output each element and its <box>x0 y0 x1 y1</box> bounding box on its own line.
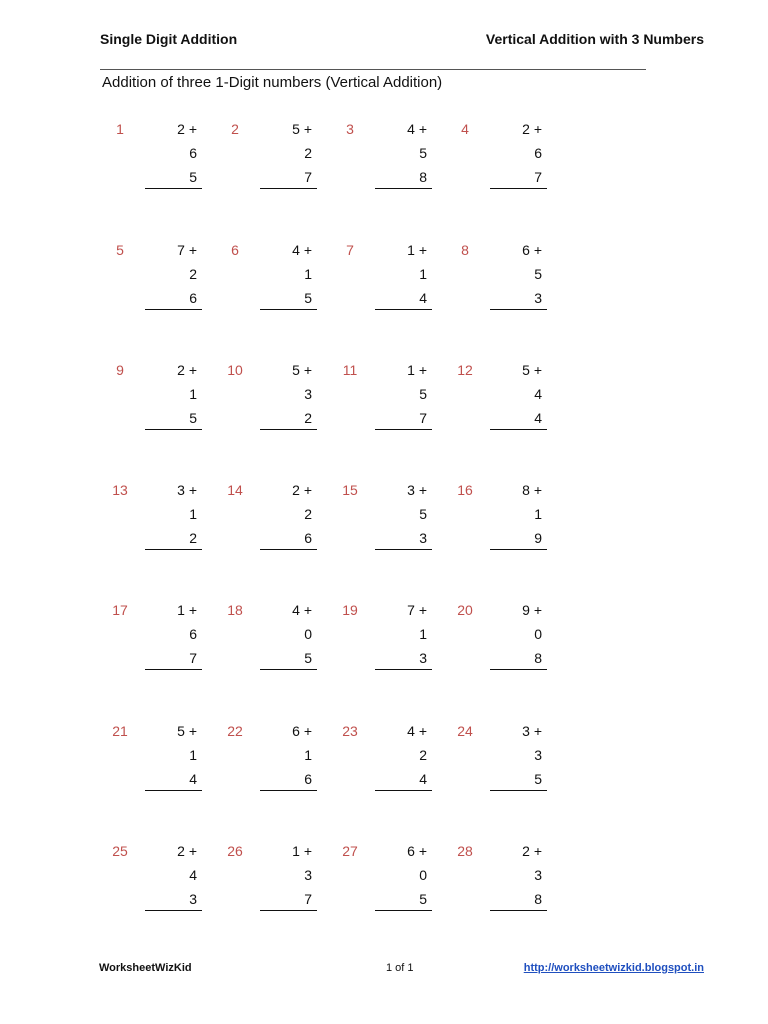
problem-19 <box>335 602 435 692</box>
problem-number: 10 <box>227 362 243 378</box>
first-addend: 3 + <box>177 482 197 498</box>
first-addend: 7 + <box>407 602 427 618</box>
footer-page-number: 1 of 1 <box>386 962 414 974</box>
second-addend: 0 <box>534 626 542 642</box>
answer-line <box>490 910 547 911</box>
problem-3 <box>335 121 435 211</box>
problem-number: 2 <box>231 121 239 137</box>
second-addend: 2 <box>419 747 427 763</box>
first-addend: 5 + <box>177 723 197 739</box>
first-addend: 3 + <box>407 482 427 498</box>
problem-number: 8 <box>461 242 469 258</box>
answer-line <box>375 309 432 310</box>
second-addend: 5 <box>419 506 427 522</box>
third-addend: 4 <box>419 771 427 787</box>
problem-number: 18 <box>227 602 243 618</box>
problem-number: 23 <box>342 723 358 739</box>
third-addend: 7 <box>419 410 427 426</box>
third-addend: 9 <box>534 530 542 546</box>
second-addend: 1 <box>419 626 427 642</box>
answer-line <box>490 669 547 670</box>
second-addend: 5 <box>534 266 542 282</box>
problem-14 <box>220 482 320 572</box>
problem-number: 15 <box>342 482 358 498</box>
first-addend: 1 + <box>292 843 312 859</box>
first-addend: 2 + <box>177 843 197 859</box>
third-addend: 2 <box>189 530 197 546</box>
problem-number: 13 <box>112 482 128 498</box>
second-addend: 1 <box>534 506 542 522</box>
answer-line <box>490 429 547 430</box>
answer-line <box>375 188 432 189</box>
third-addend: 3 <box>189 891 197 907</box>
problem-4 <box>450 121 550 211</box>
problem-number: 14 <box>227 482 243 498</box>
answer-line <box>145 188 202 189</box>
third-addend: 5 <box>304 650 312 666</box>
second-addend: 1 <box>189 506 197 522</box>
problem-number: 25 <box>112 843 128 859</box>
first-addend: 6 + <box>407 843 427 859</box>
third-addend: 5 <box>304 290 312 306</box>
second-addend: 1 <box>304 747 312 763</box>
first-addend: 1 + <box>407 362 427 378</box>
second-addend: 2 <box>304 506 312 522</box>
first-addend: 5 + <box>522 362 542 378</box>
problem-10 <box>220 362 320 452</box>
problem-12 <box>450 362 550 452</box>
problem-number: 12 <box>457 362 473 378</box>
problem-number: 27 <box>342 843 358 859</box>
third-addend: 4 <box>189 771 197 787</box>
answer-line <box>145 429 202 430</box>
first-addend: 7 + <box>177 242 197 258</box>
third-addend: 5 <box>534 771 542 787</box>
second-addend: 2 <box>189 266 197 282</box>
first-addend: 4 + <box>292 242 312 258</box>
first-addend: 6 + <box>522 242 542 258</box>
answer-line <box>260 910 317 911</box>
second-addend: 0 <box>419 867 427 883</box>
footer-brand: WorksheetWizKid <box>99 962 192 974</box>
answer-line <box>145 790 202 791</box>
problem-number: 11 <box>342 362 358 378</box>
problem-number: 4 <box>461 121 469 137</box>
problem-number: 20 <box>457 602 473 618</box>
answer-line <box>490 188 547 189</box>
problem-number: 24 <box>457 723 473 739</box>
problem-7 <box>335 242 435 332</box>
problem-number: 21 <box>112 723 128 739</box>
answer-line <box>375 790 432 791</box>
first-addend: 4 + <box>407 723 427 739</box>
first-addend: 4 + <box>407 121 427 137</box>
answer-line <box>375 669 432 670</box>
second-addend: 1 <box>189 386 197 402</box>
first-addend: 1 + <box>407 242 427 258</box>
third-addend: 5 <box>419 891 427 907</box>
third-addend: 3 <box>534 290 542 306</box>
header-right-title: Vertical Addition with 3 Numbers <box>485 31 704 47</box>
third-addend: 7 <box>304 169 312 185</box>
problem-8 <box>450 242 550 332</box>
answer-line <box>490 790 547 791</box>
problem-1 <box>105 121 205 211</box>
first-addend: 3 + <box>522 723 542 739</box>
second-addend: 6 <box>189 626 197 642</box>
second-addend: 6 <box>534 145 542 161</box>
answer-line <box>375 549 432 550</box>
second-addend: 1 <box>189 747 197 763</box>
second-addend: 1 <box>419 266 427 282</box>
problem-number: 9 <box>116 362 124 378</box>
first-addend: 4 + <box>292 602 312 618</box>
problem-number: 28 <box>457 843 473 859</box>
problem-16 <box>450 482 550 572</box>
worksheet-title: Addition of three 1-Digit numbers (Vertical Addition) <box>102 74 443 91</box>
answer-line <box>145 669 202 670</box>
problem-18 <box>220 602 320 692</box>
problem-number: 6 <box>231 242 239 258</box>
second-addend: 3 <box>304 386 312 402</box>
answer-line <box>260 188 317 189</box>
problem-23 <box>335 723 435 813</box>
third-addend: 6 <box>304 530 312 546</box>
third-addend: 8 <box>534 891 542 907</box>
answer-line <box>260 669 317 670</box>
second-addend: 0 <box>304 626 312 642</box>
second-addend: 3 <box>304 867 312 883</box>
problem-number: 16 <box>457 482 473 498</box>
first-addend: 9 + <box>522 602 542 618</box>
problem-number: 7 <box>346 242 354 258</box>
problem-21 <box>105 723 205 813</box>
problem-13 <box>105 482 205 572</box>
answer-line <box>260 790 317 791</box>
first-addend: 2 + <box>177 362 197 378</box>
problem-6 <box>220 242 320 332</box>
answer-line <box>145 309 202 310</box>
answer-line <box>490 309 547 310</box>
first-addend: 6 + <box>292 723 312 739</box>
problem-2 <box>220 121 320 211</box>
first-addend: 1 + <box>177 602 197 618</box>
third-addend: 7 <box>189 650 197 666</box>
answer-line <box>490 549 547 550</box>
problem-27 <box>335 843 435 933</box>
third-addend: 3 <box>419 530 427 546</box>
first-addend: 2 + <box>522 843 542 859</box>
third-addend: 8 <box>419 169 427 185</box>
third-addend: 2 <box>304 410 312 426</box>
problem-15 <box>335 482 435 572</box>
answer-line <box>375 429 432 430</box>
third-addend: 7 <box>304 891 312 907</box>
problem-5 <box>105 242 205 332</box>
problem-24 <box>450 723 550 813</box>
second-addend: 6 <box>189 145 197 161</box>
problem-17 <box>105 602 205 692</box>
answer-line <box>375 910 432 911</box>
answer-line <box>260 549 317 550</box>
footer-link[interactable]: http://worksheetwizkid.blogspot.in <box>523 962 704 974</box>
third-addend: 5 <box>189 410 197 426</box>
problem-number: 22 <box>227 723 243 739</box>
problem-number: 26 <box>227 843 243 859</box>
second-addend: 5 <box>419 145 427 161</box>
problem-number: 3 <box>346 121 354 137</box>
second-addend: 4 <box>534 386 542 402</box>
header-left-title: Single Digit Addition <box>100 31 238 47</box>
first-addend: 2 + <box>177 121 197 137</box>
first-addend: 5 + <box>292 362 312 378</box>
third-addend: 3 <box>419 650 427 666</box>
problem-number: 17 <box>112 602 128 618</box>
first-addend: 2 + <box>522 121 542 137</box>
first-addend: 5 + <box>292 121 312 137</box>
problem-26 <box>220 843 320 933</box>
first-addend: 8 + <box>522 482 542 498</box>
second-addend: 1 <box>304 266 312 282</box>
problem-number: 5 <box>116 242 124 258</box>
problem-28 <box>450 843 550 933</box>
problem-number: 19 <box>342 602 358 618</box>
problem-9 <box>105 362 205 452</box>
second-addend: 5 <box>419 386 427 402</box>
answer-line <box>260 309 317 310</box>
second-addend: 3 <box>534 867 542 883</box>
problem-22 <box>220 723 320 813</box>
problem-25 <box>105 843 205 933</box>
answer-line <box>145 549 202 550</box>
third-addend: 7 <box>534 169 542 185</box>
answer-line <box>145 910 202 911</box>
third-addend: 4 <box>419 290 427 306</box>
second-addend: 3 <box>534 747 542 763</box>
third-addend: 4 <box>534 410 542 426</box>
problem-11 <box>335 362 435 452</box>
third-addend: 6 <box>189 290 197 306</box>
third-addend: 5 <box>189 169 197 185</box>
answer-line <box>260 429 317 430</box>
third-addend: 8 <box>534 650 542 666</box>
problem-number: 1 <box>116 121 124 137</box>
second-addend: 4 <box>189 867 197 883</box>
first-addend: 2 + <box>292 482 312 498</box>
problem-20 <box>450 602 550 692</box>
second-addend: 2 <box>304 145 312 161</box>
third-addend: 6 <box>304 771 312 787</box>
